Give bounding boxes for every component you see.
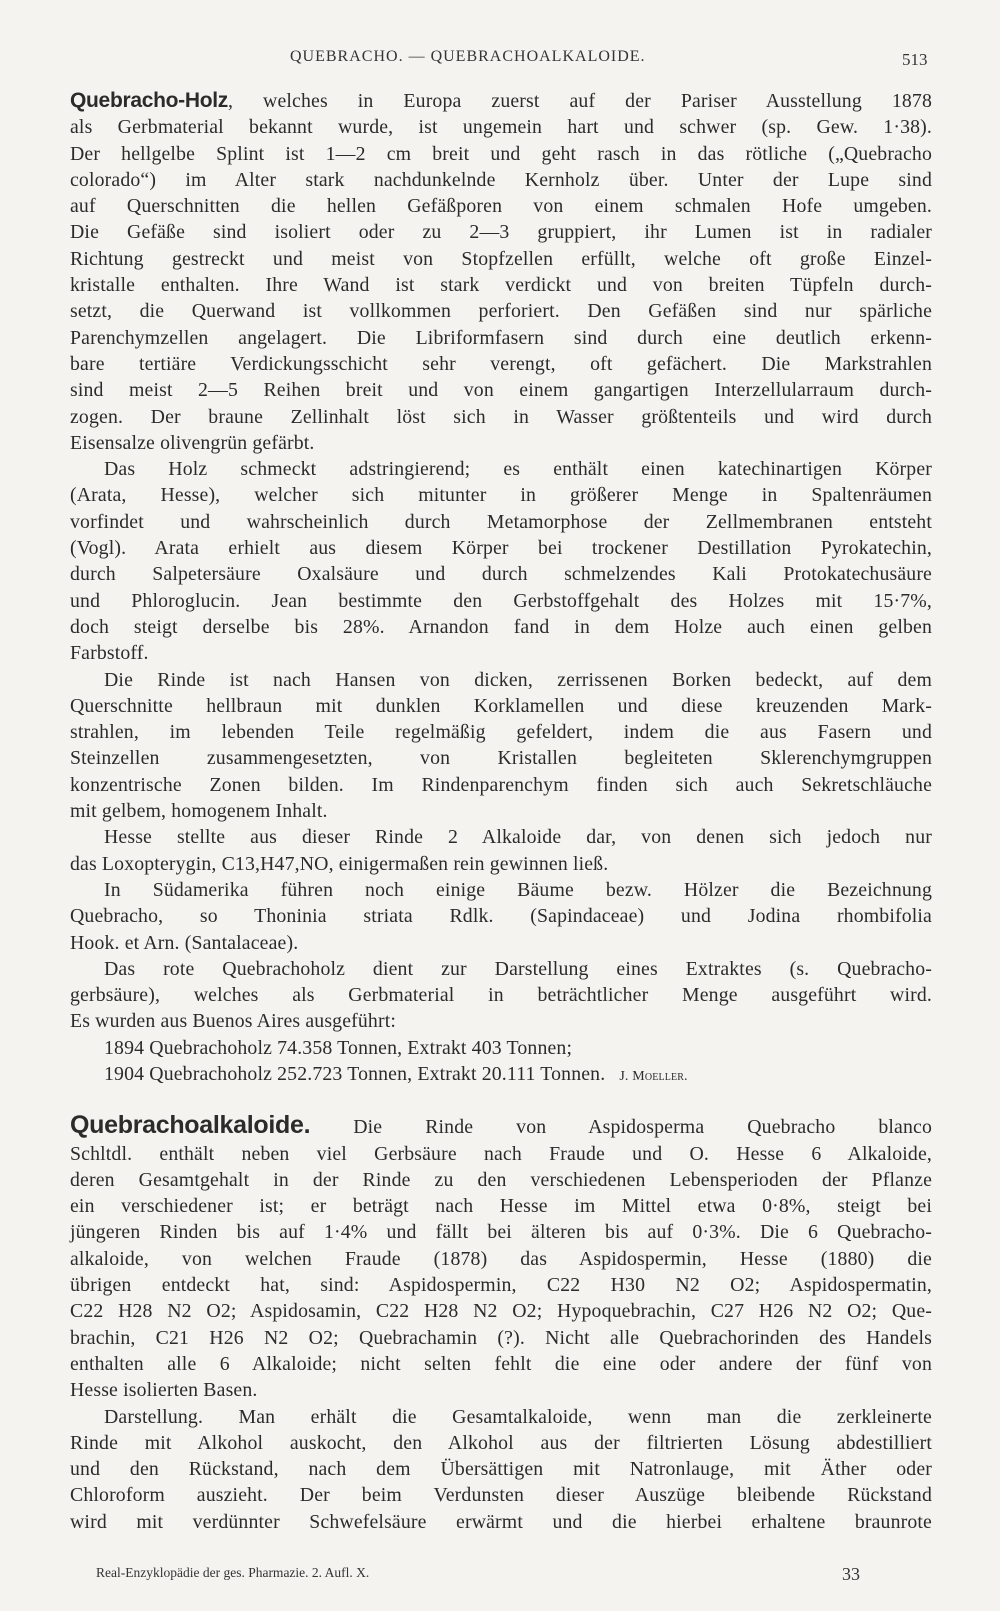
text-line: Schltdl. enthält neben viel Gerbsäure nach Fraude und O. Hesse 6 Alkaloide,: [70, 1142, 932, 1165]
text-line: Hesse isolierten Basen.: [70, 1379, 258, 1402]
text-line: mit gelbem, homogenem Inhalt.: [70, 800, 328, 823]
text-line: gerbsäure), welches als Gerbmaterial in beträchtlicher Menge ausgeführt wird.: [70, 984, 932, 1007]
text-line: In Südamerika führen noch einige Bäume bezw. Hölzer die Bezeichnung: [104, 878, 932, 901]
text-line: [70, 1061, 932, 1090]
text-line: Eisensalze olivengrün gefärbt.: [70, 431, 315, 454]
text-line: doch steigt derselbe bis 28%. Arnandon fand in dem Holze auch einen gelben: [70, 615, 932, 638]
text-line: durch Salpetersäure Oxalsäure und durch schmelzendes Kali Protokatechusäure: [70, 563, 932, 586]
text-line: alkaloide, von welchen Fraude (1878) das Aspidospermin, Hesse (1880) die: [70, 1247, 932, 1270]
text-line: auf Querschnitten die hellen Gefäßporen von einem schmalen Hofe umgeben.: [70, 195, 932, 218]
text-line: zogen. Der braune Zellinhalt löst sich in Wasser größtenteils und wird durch: [70, 405, 932, 428]
text-line: [70, 88, 932, 114]
text-line: Es wurden aus Buenos Aires ausgeführt:: [70, 1010, 396, 1033]
text-line: wird mit verdünnter Schwefelsäure erwärmt und die hierbei erhaltene braunrote: [70, 1510, 932, 1533]
running-title: QUEBRACHO. — QUEBRACHOALKALOIDE.: [290, 48, 646, 65]
entry-heading-quebrachoalkaloide: Quebrachoalkaloide.: [70, 1111, 311, 1140]
text-line: Rinde mit Alkohol auskocht, den Alkohol aus der filtrierten Lösung abdestilliert: [70, 1431, 932, 1454]
text-line: Farbstoff.: [70, 642, 149, 665]
text-line: Das Holz schmeckt adstringierend; es enthält einen katechinartigen Körper: [104, 458, 932, 481]
text-line: Hesse stellte aus dieser Rinde 2 Alkaloide dar, von denen sich jedoch nur: [104, 826, 932, 849]
text-line: jüngeren Rinden bis auf 1·4% und fällt bei älteren bis auf 0·3%. Die 6 Quebracho-: [70, 1221, 932, 1244]
text-line: Der hellgelbe Splint ist 1—2 cm breit und geht rasch in das rötliche („Quebracho: [70, 142, 932, 165]
text-line: Chloroform auszieht. Der beim Verdunsten dieser Auszüge bleibende Rückstand: [70, 1484, 932, 1507]
text-line: übrigen entdeckt hat, sind: Aspidospermin, C22 H30 N2 O2; Aspidospermatin,: [70, 1274, 932, 1297]
text-line: Quebracho, so Thoninia striata Rdlk. (Sapindaceae) und Jodina rhombifolia: [70, 905, 932, 928]
text-line: deren Gesamtgehalt in der Rinde zu den verschiedenen Lebensperioden der Pflanze: [70, 1168, 932, 1191]
entry-gap: [70, 1090, 932, 1112]
text-line: Darstellung. Man erhält die Gesamtalkaloide, wenn man die zerkleinerte: [104, 1405, 932, 1428]
signature-mark: 33: [842, 1564, 860, 1584]
text-line: kristalle enthalten. Ihre Wand ist stark verdickt und von breiten Tüpfeln durch-: [70, 274, 932, 297]
text-line: 1894 Quebrachoholz 74.358 Tonnen, Extrakt 403 Tonnen;: [104, 1036, 573, 1059]
text-line: Richtung gestreckt und meist von Stopfzellen erfüllt, welche oft große Einzel-: [70, 247, 932, 270]
text-line: C22 H28 N2 O2; Aspidosamin, C22 H28 N2 O2; Hypoquebrachin, C27 H26 N2 O2; Que-: [70, 1300, 932, 1323]
text-line: brachin, C21 H26 N2 O2; Quebrachamin (?). Nicht alle Quebrachorinden des Handels: [70, 1326, 932, 1349]
text-line: konzentrische Zonen bilden. Im Rindenparenchym finden sich auch Sekretschläuche: [70, 773, 932, 796]
text-line: als Gerbmaterial bekannt wurde, ist ungemein hart und schwer (sp. Gew. 1·38).: [70, 116, 932, 139]
text-line: (Vogl). Arata erhielt aus diesem Körper bei trockener Destillation Pyrokatechin,: [70, 537, 932, 560]
footer-note: Real-Enzyklopädie der ges. Pharmazie. 2. Aufl. X.: [96, 1565, 370, 1580]
text-line: und Phloroglucin. Jean bestimmte den Gerbstoffgehalt des Holzes mit 15·7%,: [70, 589, 932, 612]
entry-heading-quebracho-holz: Quebracho-Holz: [70, 89, 228, 112]
text-line: colorado“) im Alter stark nachdunkelnde Kernholz über. Unter der Lupe sind: [70, 168, 932, 191]
text-line: Das rote Quebrachoholz dient zur Darstellung eines Extraktes (s. Quebracho-: [104, 957, 932, 980]
body-text: [70, 88, 932, 1535]
text-line: Parenchymzellen angelagert. Die Libriformfasern sind durch eine deutlich erkenn-: [70, 326, 932, 349]
text-line: Die Rinde ist nach Hansen von dicken, zerrissenen Borken bedeckt, auf dem: [104, 668, 932, 691]
text-line: vorfindet und wahrscheinlich durch Metamorphose der Zellmembranen entsteht: [70, 510, 932, 533]
line-text: Die Rinde von Aspidosperma Quebracho blanco: [310, 1116, 932, 1139]
text-line: sind meist 2—5 Reihen breit und von einem gangartigen Interzellularraum durch-: [70, 379, 932, 402]
entry-author: J. Moeller.: [619, 1068, 688, 1084]
text-line: [70, 1112, 932, 1140]
text-line: Hook. et Arn. (Santalaceae).: [70, 931, 299, 954]
text-line: bare tertiäre Verdickungsschicht sehr verengt, oft gefächert. Die Markstrahlen: [70, 352, 932, 375]
text-line: Steinzellen zusammengesetzten, von Kristallen begleiteten Sklerenchymgruppen: [70, 747, 932, 770]
text-line: ein verschiedener ist; er beträgt nach Hesse im Mittel etwa 0·8%, steigt bei: [70, 1195, 932, 1218]
text-line: strahlen, im lebenden Teile regelmäßig gefeldert, indem die aus Fasern und: [70, 721, 932, 744]
text-line: enthalten alle 6 Alkaloide; nicht selten fehlt die eine oder andere der fünf von: [70, 1352, 932, 1375]
line-text: 1904 Quebrachoholz 252.723 Tonnen, Extrakt 20.111 Tonnen.: [104, 1062, 606, 1085]
line-text: , welches in Europa zuerst auf der Pariser Ausstellung 1878: [227, 90, 932, 112]
text-line: das Loxopterygin, C13,H47,NO, einigermaßen rein gewinnen ließ.: [70, 852, 609, 875]
text-line: (Arata, Hesse), welcher sich mitunter in größerer Menge in Spaltenräumen: [70, 484, 932, 507]
text-line: und den Rückstand, nach dem Übersättigen mit Natronlauge, mit Äther oder: [70, 1458, 932, 1481]
page-number: 513: [902, 50, 928, 69]
text-line: setzt, die Querwand ist vollkommen perforiert. Den Gefäßen sind nur spärliche: [70, 300, 932, 323]
text-line: Querschnitte hellbraun mit dunklen Korklamellen und diese kreuzenden Mark-: [70, 694, 932, 717]
text-line: Die Gefäße sind isoliert oder zu 2—3 gruppiert, ihr Lumen ist in radialer: [70, 221, 932, 244]
